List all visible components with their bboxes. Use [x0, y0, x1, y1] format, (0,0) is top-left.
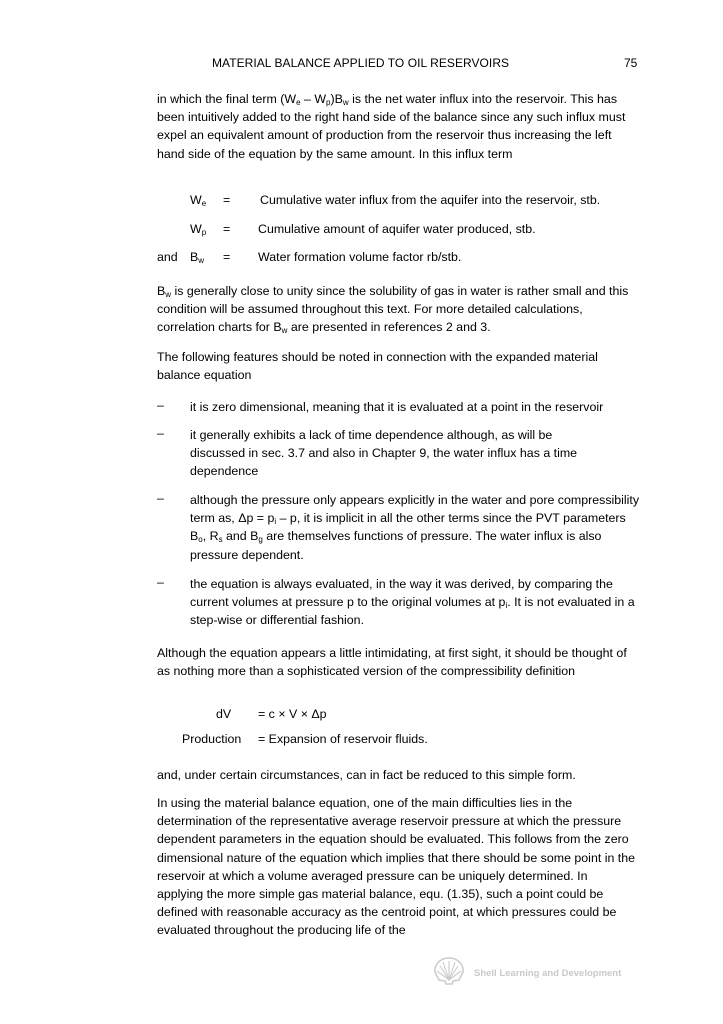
running-header: MATERIAL BALANCE APPLIED TO OIL RESERVOIRS: [212, 56, 510, 70]
bullet-time-dependence: it generally exhibits a lack of time dependence although, as will be discussed in sec. 3.7 and also in Chapter 9, the water influx has a time dependence: [190, 428, 578, 479]
bullet-evaluation: the equation is always evaluated, in the way it was derived, by comparing the current volumes at pressure p to the original volumes at $p_i$. It is not evaluated in a step-wise or differential fashion.: [190, 577, 635, 628]
bullet-zero-dimensional: it is zero dimensional, meaning that it is evaluated at a point in the reservoir: [190, 400, 604, 414]
bullet-dash: –: [157, 398, 164, 412]
paragraph-net-water-influx: in which the final term $(W_e - W_p)B_w$ is the net water influx into the reservoir. This has been intuitively added to the right hand side of the balance since any such influx must expel an equivalent amount of production from the reservoir thus increasing the left hand side of the equation by the same amount. In this influx term: [157, 92, 626, 161]
equation-production-rhs: = Expansion of reservoir fluids.: [258, 732, 428, 746]
paragraph-average-pressure: In using the material balance equation, one of the main difficulties lies in the determination of the representative average reservoir pressure at which the pressure dependent parameters in the equation should be evaluated. This follows from the zero dimensional nature of the equation which implies that there should be some point in the reservoir at which a volume averaged pressure can be uniquely determined. In applying the more simple gas material balance, equ. (1.35), such a point could be defined with reasonable accuracy as the centroid point, at which pressures could be evaluated throughout the producing life of the: [157, 796, 636, 938]
paragraph-simple-form: and, under certain circumstances, can in fact be reduced to this simple form.: [157, 768, 576, 782]
paragraph-compressibility: Although the equation appears a little intimidating, at first sight, it should be thought of as nothing more than a sophisticated version of the compressibility definition: [157, 646, 627, 679]
equation-dv-rhs: = c × V × Δp: [258, 707, 327, 721]
bullet-pressure: although the pressure only appears explicitly in the water and pore compressibility term as, $\Delta p = p_i - p$, it is implicit in all the other terms since the PVT parameters $B_o$, $R_s$ and $B_g$ are themselves functions of pressure. The water influx is also pressure dependent.: [190, 493, 640, 562]
bullet-dash: –: [157, 575, 164, 589]
footer-brand: Shell Learning and Development: [474, 968, 622, 979]
equation-production-lhs: Production: [182, 732, 242, 746]
equation-dv-lhs: dV: [216, 707, 232, 721]
paragraph-features-intro: The following features should be noted in connection with the expanded material balance equation: [157, 350, 598, 383]
shell-logo-icon: [432, 956, 466, 986]
paragraph-bw: $B_w$ is generally close to unity since the solubility of gas in water is rather small and this condition will be assumed throughout this text. For more detailed calculations, correlation charts for $B_w$ are presented in references 2 and 3.: [157, 284, 629, 336]
bullet-dash: –: [157, 426, 164, 440]
bullet-dash: –: [157, 491, 164, 505]
page-number: 75: [624, 56, 638, 70]
